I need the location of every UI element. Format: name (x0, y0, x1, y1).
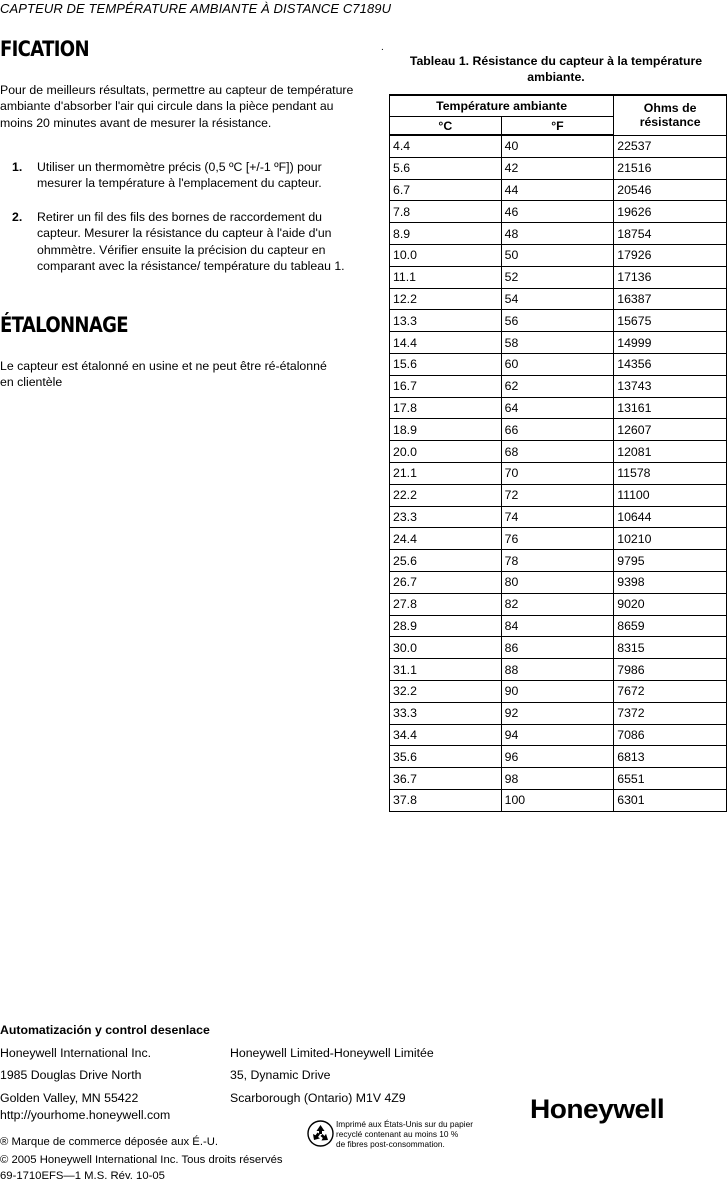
cell-ohms: 12081 (614, 441, 727, 463)
table-row (390, 310, 727, 332)
copyright-note: © 2005 Honeywell International Inc. Tous droits réservés (0, 1154, 283, 1166)
cell-fahrenheit: 72 (501, 484, 614, 506)
cell-fahrenheit: 80 (501, 571, 614, 593)
cell-ohms: 9795 (614, 550, 727, 572)
table-row (390, 659, 727, 681)
cell-celsius: 22.2 (390, 484, 502, 506)
cell-ohms: 13743 (614, 375, 727, 397)
cell-celsius: 11.1 (390, 266, 502, 288)
cell-fahrenheit: 88 (501, 659, 614, 681)
honeywell-logo: Honeywell (530, 1094, 665, 1124)
cell-fahrenheit: 50 (501, 244, 614, 266)
cell-ohms: 13161 (614, 397, 727, 419)
table-row (390, 353, 727, 375)
cell-fahrenheit: 44 (501, 179, 614, 201)
cell-celsius: 12.2 (390, 288, 502, 310)
cell-ohms: 6813 (614, 746, 727, 768)
step-text: Utiliser un thermomètre précis (0,5 ºC [+/-1 ºF]) pour mesurer la température à l'emplacement du capteur. (37, 160, 322, 191)
cell-ohms: 21516 (614, 157, 727, 179)
running-header: CAPTEUR DE TEMPÉRATURE AMBIANTE À DISTANCE C7189U (0, 1, 392, 16)
cell-fahrenheit: 66 (501, 419, 614, 441)
table-row (390, 724, 727, 746)
cell-celsius: 16.7 (390, 375, 502, 397)
cell-celsius: 4.4 (390, 135, 502, 157)
cell-ohms: 14356 (614, 353, 727, 375)
cell-fahrenheit: 82 (501, 593, 614, 615)
address-canada (230, 1042, 434, 1109)
cell-celsius: 8.9 (390, 223, 502, 245)
cell-ohms: 7086 (614, 724, 727, 746)
verification-intro: Pour de meilleurs résultats, permettre au capteur de température ambiante d'absorber l'air qui circule dans la pièce pendant au moins 20 minutes avant de mesurer la résistance. (0, 83, 354, 130)
cell-fahrenheit: 86 (501, 637, 614, 659)
cell-celsius: 32.2 (390, 680, 502, 702)
cell-celsius: 37.8 (390, 789, 502, 811)
address-line: 1985 Douglas Drive North (0, 1068, 142, 1083)
cell-ohms: 11578 (614, 462, 727, 484)
cell-fahrenheit: 96 (501, 746, 614, 768)
table-row (390, 179, 727, 201)
table-row (390, 550, 727, 572)
header-ambient-temperature: Température ambiante (390, 95, 614, 117)
cell-fahrenheit: 54 (501, 288, 614, 310)
cell-ohms: 11100 (614, 484, 727, 506)
document-number: 69-1710EFS—1 M.S. Rév. 10-05 (0, 1170, 165, 1182)
cell-celsius: 10.0 (390, 244, 502, 266)
cell-fahrenheit: 100 (501, 789, 614, 811)
table-row (390, 266, 727, 288)
cell-ohms: 14999 (614, 332, 727, 354)
cell-celsius: 14.4 (390, 332, 502, 354)
cell-ohms: 16387 (614, 288, 727, 310)
cell-ohms: 9398 (614, 571, 727, 593)
cell-celsius: 20.0 (390, 441, 502, 463)
cell-ohms: 17926 (614, 244, 727, 266)
recycle-note-line: de fibres post-consommation. (336, 1139, 445, 1149)
cell-fahrenheit: 64 (501, 397, 614, 419)
step-number: 2. (12, 210, 23, 224)
resistance-table (389, 94, 727, 812)
cell-celsius: 23.3 (390, 506, 502, 528)
address-line: Honeywell International Inc. (0, 1046, 152, 1060)
cell-ohms: 10644 (614, 506, 727, 528)
table-row (390, 789, 727, 811)
cell-ohms: 12607 (614, 419, 727, 441)
cell-fahrenheit: 58 (501, 332, 614, 354)
table-row (390, 223, 727, 245)
cell-ohms: 22537 (614, 135, 727, 157)
address-line: Scarborough (Ontario) M1V 4Z9 (230, 1090, 406, 1105)
cell-fahrenheit: 56 (501, 310, 614, 332)
cell-celsius: 17.8 (390, 397, 502, 419)
table-row (390, 288, 727, 310)
table-row (390, 484, 727, 506)
cell-celsius: 25.6 (390, 550, 502, 572)
cell-fahrenheit: 84 (501, 615, 614, 637)
cell-fahrenheit: 76 (501, 528, 614, 550)
cell-fahrenheit: 98 (501, 768, 614, 790)
table-row (390, 768, 727, 790)
cell-ohms: 19626 (614, 201, 727, 223)
cell-celsius: 26.7 (390, 571, 502, 593)
address-us (0, 1042, 151, 1109)
table-row (390, 135, 727, 157)
cell-fahrenheit: 70 (501, 462, 614, 484)
cell-ohms: 8659 (614, 615, 727, 637)
cell-celsius: 5.6 (390, 157, 502, 179)
cell-celsius: 36.7 (390, 768, 502, 790)
recycle-note (336, 1119, 473, 1149)
cell-celsius: 7.8 (390, 201, 502, 223)
table-body (390, 135, 727, 811)
cell-fahrenheit: 42 (501, 157, 614, 179)
website-link[interactable]: http://yourhome.honeywell.com (0, 1108, 171, 1122)
caption-dot: . (381, 42, 384, 53)
verification-steps (12, 159, 352, 273)
table-row (390, 332, 727, 354)
table-row (390, 506, 727, 528)
cell-celsius: 21.1 (390, 462, 502, 484)
cell-ohms: 10210 (614, 528, 727, 550)
cell-ohms: 9020 (614, 593, 727, 615)
cell-celsius: 27.8 (390, 593, 502, 615)
footer-title: Automatización y control desenlace (0, 1023, 210, 1037)
cell-celsius: 18.9 (390, 419, 502, 441)
cell-fahrenheit: 68 (501, 441, 614, 463)
step-text: Retirer un fil des fils des bornes de raccordement du capteur. Mesurer la résistance du capteur à l'aide d'un ohmmètre. Vérifier ensuite la précision du capteur en comparant avec la résistance/ température du tableau 1. (37, 210, 345, 273)
cell-fahrenheit: 94 (501, 724, 614, 746)
cell-celsius: 35.6 (390, 746, 502, 768)
header-fahrenheit: °F (501, 117, 614, 136)
cell-celsius: 34.4 (390, 724, 502, 746)
cell-fahrenheit: 90 (501, 680, 614, 702)
recycle-icon (307, 1120, 334, 1147)
cell-celsius: 24.4 (390, 528, 502, 550)
header-celsius: °C (390, 117, 502, 136)
cell-celsius: 28.9 (390, 615, 502, 637)
cell-ohms: 18754 (614, 223, 727, 245)
cell-celsius: 33.3 (390, 702, 502, 724)
trademark-note: ® Marque de commerce déposée aux É.-U. (0, 1136, 219, 1148)
cell-fahrenheit: 40 (501, 135, 614, 157)
step-item (12, 209, 352, 274)
step-item (12, 159, 352, 192)
table-row (390, 419, 727, 441)
step-number: 1. (12, 160, 23, 174)
cell-ohms: 6551 (614, 768, 727, 790)
table-row (390, 702, 727, 724)
cell-ohms: 17136 (614, 266, 727, 288)
cell-ohms: 7986 (614, 659, 727, 681)
table-row (390, 680, 727, 702)
table-row (390, 637, 727, 659)
cell-fahrenheit: 48 (501, 223, 614, 245)
table-row (390, 593, 727, 615)
table-row (390, 157, 727, 179)
cell-celsius: 6.7 (390, 179, 502, 201)
table-row (390, 201, 727, 223)
cell-fahrenheit: 92 (501, 702, 614, 724)
cell-fahrenheit: 62 (501, 375, 614, 397)
table-row (390, 462, 727, 484)
address-line: 35, Dynamic Drive (230, 1068, 331, 1083)
table-row (390, 615, 727, 637)
cell-celsius: 31.1 (390, 659, 502, 681)
cell-ohms: 6301 (614, 789, 727, 811)
cell-celsius: 30.0 (390, 637, 502, 659)
table-row (390, 375, 727, 397)
cell-ohms: 8315 (614, 637, 727, 659)
cell-celsius: 15.6 (390, 353, 502, 375)
table-row (390, 528, 727, 550)
table-row (390, 441, 727, 463)
table-row (390, 571, 727, 593)
cell-fahrenheit: 52 (501, 266, 614, 288)
table-row (390, 746, 727, 768)
table-row (390, 397, 727, 419)
section-heading-calibration: ÉTALONNAGE (0, 313, 128, 337)
cell-celsius: 13.3 (390, 310, 502, 332)
address-line: Golden Valley, MN 55422 (0, 1090, 139, 1105)
address-line: Honeywell Limited-Honeywell Limitée (230, 1046, 434, 1060)
cell-fahrenheit: 46 (501, 201, 614, 223)
cell-fahrenheit: 60 (501, 353, 614, 375)
calibration-text: Le capteur est étalonné en usine et ne peut être ré-étalonné en clientèle (0, 359, 327, 390)
cell-ohms: 20546 (614, 179, 727, 201)
recycle-note-line: Imprimé aux États-Unis sur du papier (336, 1119, 473, 1129)
cell-fahrenheit: 74 (501, 506, 614, 528)
cell-fahrenheit: 78 (501, 550, 614, 572)
cell-ohms: 15675 (614, 310, 727, 332)
table-caption: Tableau 1. Résistance du capteur à la température ambiante. (409, 54, 703, 84)
section-heading-verification: FICATION (0, 37, 89, 61)
header-ohms: Ohms de résistance (614, 95, 727, 135)
table-row (390, 244, 727, 266)
recycle-note-line: recyclé contenant au moins 10 % (336, 1129, 459, 1139)
cell-ohms: 7372 (614, 702, 727, 724)
cell-ohms: 7672 (614, 680, 727, 702)
